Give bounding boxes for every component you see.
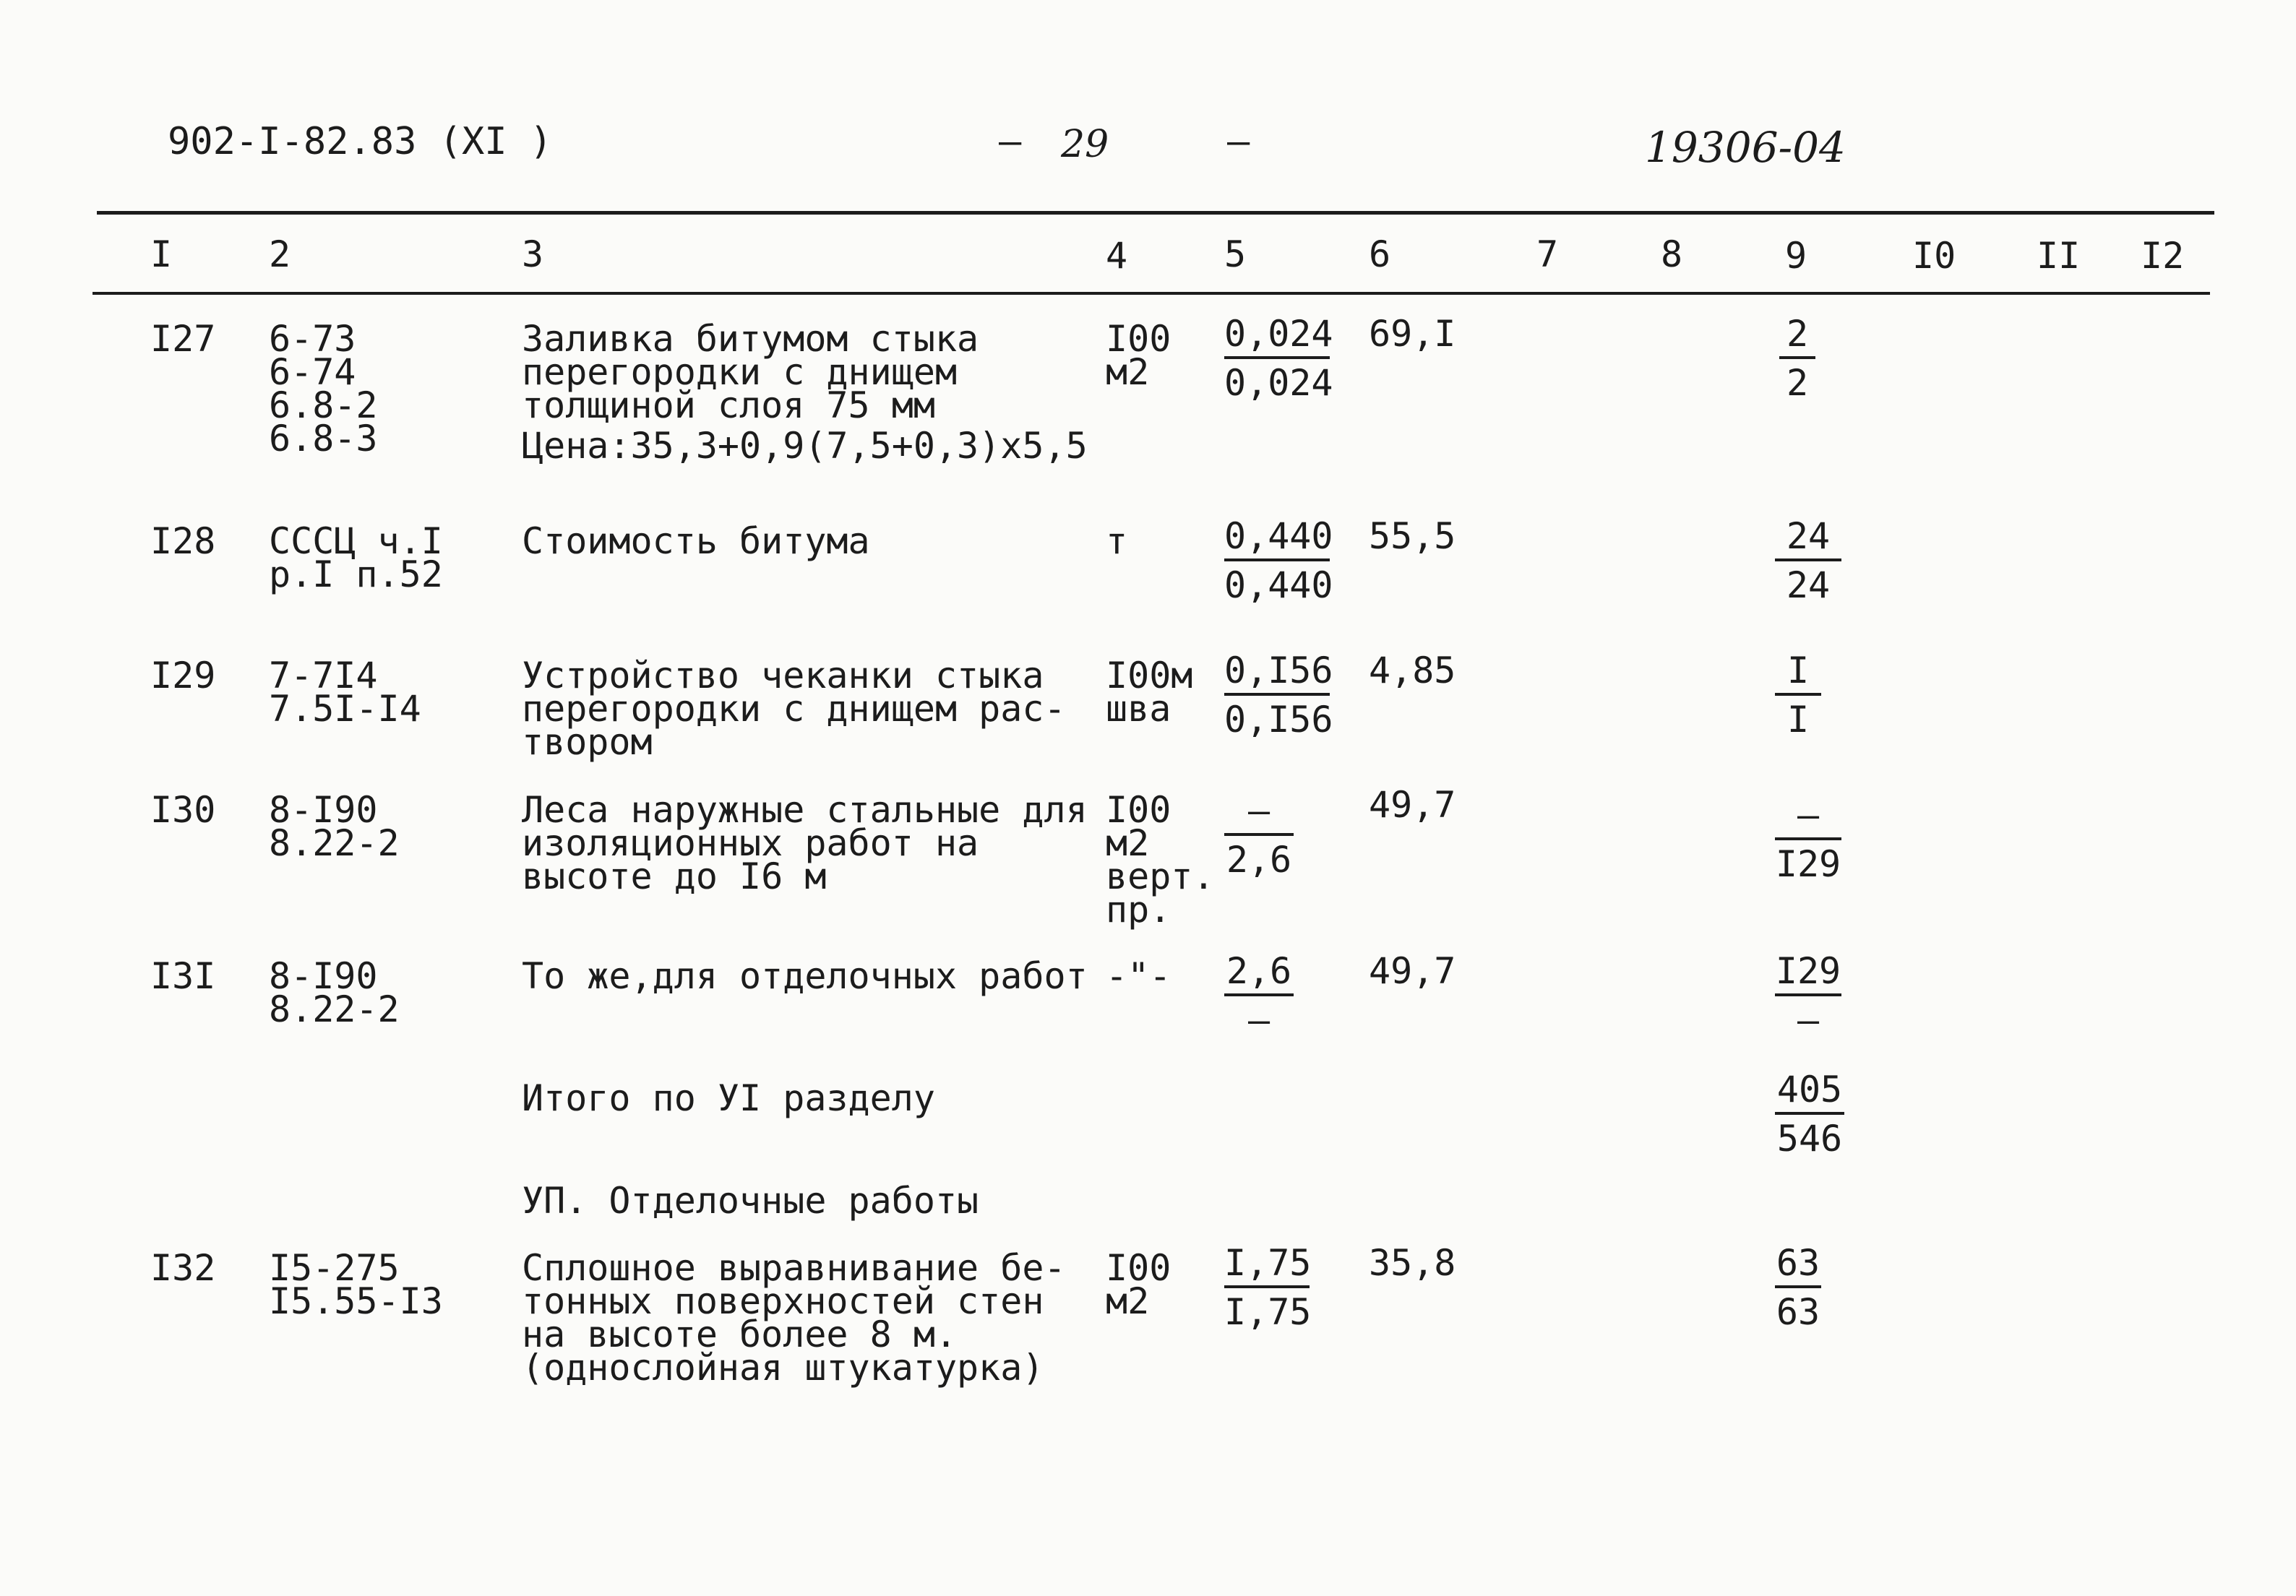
code-line: СССЦ ч.I <box>269 520 443 562</box>
fraction-bar <box>1224 558 1330 561</box>
qty-bottom: 2,6 <box>1226 839 1292 881</box>
unit-line: -"- <box>1106 955 1171 997</box>
code-line: р.I п.52 <box>269 553 443 595</box>
subtotal-fraction <box>1775 1069 1844 1159</box>
unit-price: 4,85 <box>1369 650 1456 691</box>
unit-line: м2 <box>1106 822 1150 864</box>
qty-bottom: I,75 <box>1224 1291 1312 1333</box>
unit-line: м2 <box>1106 1280 1150 1322</box>
desc-line: перегородки с днищем <box>522 351 958 393</box>
qty-fraction <box>1224 515 1333 606</box>
total-top: 24 <box>1786 515 1831 557</box>
total-fraction <box>1775 951 1841 1040</box>
desc-line: толщиной слоя 75 мм <box>522 384 935 426</box>
fraction-bar <box>1779 356 1815 359</box>
desc-line: Леса наружные стальные для <box>522 789 1088 831</box>
desc-line: То же,для отделочных работ <box>522 955 1088 997</box>
code-line: 8.22-2 <box>269 988 400 1030</box>
qty-fraction <box>1224 313 1333 404</box>
qty-bottom: 0,024 <box>1224 362 1333 404</box>
code-line: I5-275 <box>269 1247 400 1289</box>
row-codes <box>269 1247 443 1322</box>
row-unit <box>1106 655 1193 730</box>
fraction-bar <box>1775 558 1841 561</box>
col-header-8: 8 <box>1661 233 1683 275</box>
col-header-5: 5 <box>1224 233 1247 275</box>
total-bottom: I29 <box>1775 843 1841 885</box>
col-header-4: 4 <box>1106 235 1128 277</box>
qty-fraction <box>1224 650 1333 741</box>
fraction-bar <box>1224 356 1330 359</box>
unit-line: м2 <box>1106 351 1150 393</box>
row-description <box>522 789 1088 897</box>
unit-line: I00 <box>1106 789 1171 831</box>
code-line: 6-74 <box>269 351 356 393</box>
fraction-bar <box>1775 837 1841 840</box>
row-unit <box>1106 789 1215 931</box>
code-line: 6.8-3 <box>269 418 378 460</box>
row-number: I32 <box>150 1247 216 1289</box>
row-number: I3I <box>150 955 216 997</box>
unit-line: пр. <box>1106 889 1171 931</box>
unit-price: 35,8 <box>1369 1242 1456 1284</box>
unit-price: 49,7 <box>1369 950 1456 992</box>
desc-line: на высоте более 8 м. <box>522 1314 958 1355</box>
qty-bottom: 0,440 <box>1224 564 1333 606</box>
qty-fraction <box>1224 1243 1310 1332</box>
col-header-11: II <box>2037 235 2081 277</box>
unit-line: верт. <box>1106 855 1215 897</box>
total-bottom: 24 <box>1786 564 1831 606</box>
desc-line: Заливка битумом стыка <box>522 318 979 360</box>
code-line: 6-73 <box>269 318 356 360</box>
row-description <box>522 955 1088 997</box>
qty-bottom: – <box>1247 999 1270 1041</box>
col-header-6: 6 <box>1369 233 1391 275</box>
qty-fraction <box>1224 790 1294 880</box>
code-line: 7.5I-I4 <box>269 688 421 730</box>
top-rule <box>97 211 2214 215</box>
qty-top: 2,6 <box>1226 950 1292 992</box>
qty-top: 0,I56 <box>1224 650 1333 691</box>
row-description <box>522 520 870 562</box>
total-top: – <box>1797 794 1820 836</box>
row-unit <box>1106 1247 1171 1322</box>
desc-line: Сплошное выравнивание бе- <box>522 1247 1066 1289</box>
subtotal-label: Итого по УI разделу <box>522 1077 935 1119</box>
total-bottom: I <box>1787 699 1810 741</box>
col-header-2: 2 <box>269 233 291 275</box>
row-codes <box>269 655 421 730</box>
code-line: 8-I90 <box>269 789 378 831</box>
desc-line: высоте до I6 м <box>522 855 827 897</box>
unit-line: I00м <box>1106 655 1193 696</box>
subtotal-top: 405 <box>1776 1069 1843 1110</box>
row-number: I30 <box>150 789 216 831</box>
row-number: I29 <box>150 655 216 696</box>
qty-top: I,75 <box>1224 1242 1312 1284</box>
price-note: Цена:35,3+0,9(7,5+0,3)x5,5 <box>522 425 1088 467</box>
page-number: 29 <box>1061 123 1109 166</box>
unit-line: шва <box>1106 688 1171 730</box>
qty-top: 0,440 <box>1224 515 1333 557</box>
doc-code: 902-I-82.83 (XI ) <box>168 120 553 163</box>
row-codes <box>269 789 400 864</box>
desc-line: перегородки с днищем рас- <box>522 688 1066 730</box>
col-header-1: I <box>150 233 173 275</box>
row-number: I27 <box>150 318 216 360</box>
row-description <box>522 655 1066 763</box>
fraction-bar <box>1775 1285 1821 1288</box>
qty-top: – <box>1247 790 1270 832</box>
fraction-bar <box>1775 1112 1844 1115</box>
code-line: I5.55-I3 <box>269 1280 443 1322</box>
row-codes <box>269 520 443 595</box>
total-bottom: 63 <box>1776 1291 1820 1333</box>
fraction-bar <box>1224 1285 1310 1288</box>
desc-line: изоляционных работ на <box>522 822 979 864</box>
total-fraction <box>1779 314 1815 403</box>
total-bottom: 2 <box>1786 362 1809 404</box>
total-top: I29 <box>1775 950 1841 992</box>
unit-line: I00 <box>1106 1247 1171 1289</box>
header-rule <box>93 292 2210 295</box>
fraction-bar <box>1224 993 1294 996</box>
header-dash-left: – <box>999 120 1022 163</box>
row-description <box>522 1247 1066 1389</box>
fraction-bar <box>1224 693 1330 696</box>
subtotal-bottom: 546 <box>1776 1118 1843 1160</box>
total-top: I <box>1787 650 1810 691</box>
row-unit <box>1106 955 1171 997</box>
total-fraction <box>1775 795 1841 884</box>
unit-price: 49,7 <box>1369 784 1456 826</box>
unit-line: I00 <box>1106 318 1171 360</box>
desc-line: тонных поверхностей стен <box>522 1280 1044 1322</box>
code-line: 7-7I4 <box>269 655 378 696</box>
desc-line: Стоимость битума <box>522 520 870 562</box>
unit-line: т <box>1106 520 1128 562</box>
qty-bottom: 0,I56 <box>1224 699 1333 741</box>
desc-line: Устройство чеканки стыка <box>522 655 1044 696</box>
total-bottom: – <box>1797 999 1820 1041</box>
fraction-bar <box>1224 833 1294 836</box>
header-dash-right: – <box>1227 120 1250 163</box>
fraction-bar <box>1775 993 1841 996</box>
unit-price: 69,I <box>1369 313 1456 355</box>
qty-top: 0,024 <box>1224 313 1333 355</box>
row-number: I28 <box>150 520 216 562</box>
archive-number: 19306-04 <box>1645 123 1846 172</box>
total-top: 63 <box>1776 1242 1820 1284</box>
col-header-12: I2 <box>2141 235 2185 277</box>
total-fraction <box>1775 650 1821 740</box>
code-line: 6.8-2 <box>269 384 378 426</box>
desc-line: (однослойная штукатурка) <box>522 1347 1044 1389</box>
row-codes <box>269 318 378 460</box>
code-line: 8-I90 <box>269 955 378 997</box>
total-fraction <box>1775 1243 1821 1332</box>
row-unit <box>1106 318 1171 393</box>
row-codes <box>269 955 400 1030</box>
col-header-3: 3 <box>522 233 544 275</box>
desc-line: твором <box>522 721 653 763</box>
row-unit <box>1106 520 1128 562</box>
qty-fraction <box>1224 951 1294 1040</box>
col-header-7: 7 <box>1536 233 1559 275</box>
col-header-9: 9 <box>1785 235 1807 277</box>
unit-price: 55,5 <box>1369 515 1456 557</box>
section-title: УП. Отделочные работы <box>522 1180 979 1222</box>
code-line: 8.22-2 <box>269 822 400 864</box>
total-fraction <box>1775 516 1841 605</box>
total-top: 2 <box>1786 313 1809 355</box>
col-header-10: I0 <box>1912 235 1956 277</box>
row-description <box>522 318 1088 467</box>
fraction-bar <box>1775 693 1821 696</box>
